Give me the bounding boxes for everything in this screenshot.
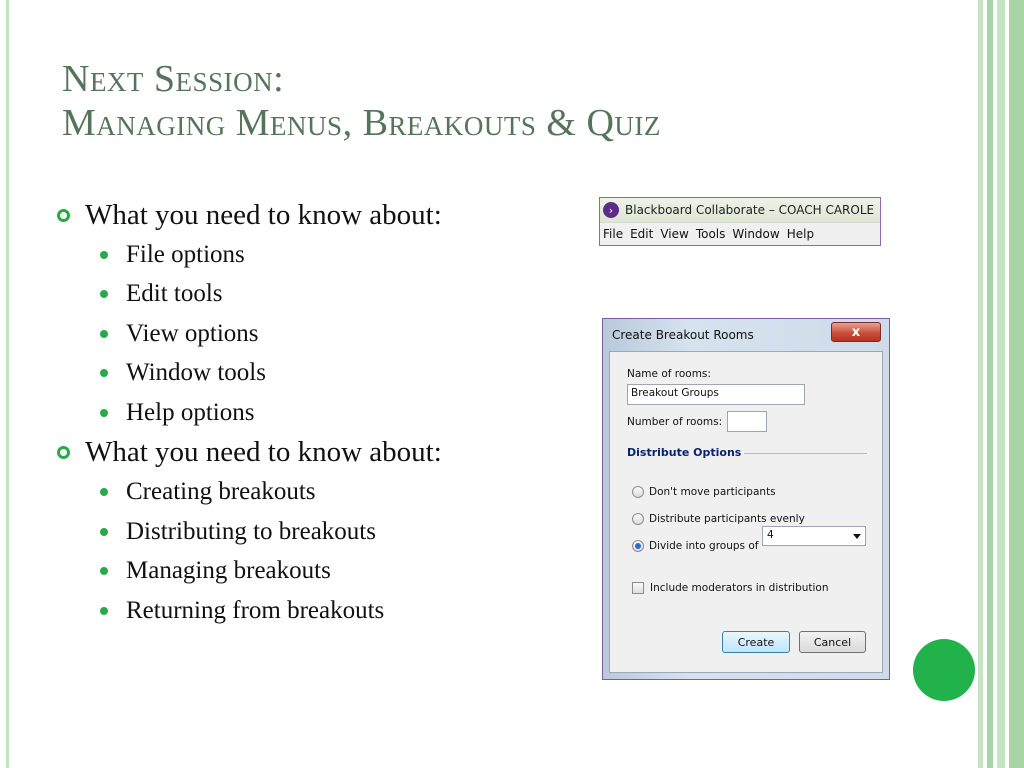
radio-button-icon[interactable]	[632, 486, 644, 498]
menu-tools[interactable]: Tools	[695, 227, 726, 241]
dot-bullet-icon	[100, 488, 108, 496]
radio-divide-groups[interactable]	[632, 540, 758, 552]
bullet-text: What you need to know about:	[85, 198, 442, 231]
title-line-2: Managing Menus, Breakouts & Quiz	[62, 102, 661, 144]
menu-window-titlebar	[600, 198, 880, 222]
dialog-body	[609, 351, 883, 673]
sub-bullet	[55, 591, 595, 631]
sub-bullet-text: Window tools	[126, 359, 266, 387]
menu-edit[interactable]: Edit	[630, 227, 654, 241]
title-line-1: Next Session:	[62, 58, 285, 100]
radio-distribute-evenly[interactable]	[632, 513, 805, 525]
sub-bullet-text: Help options	[126, 398, 255, 426]
sub-bullet	[55, 354, 595, 394]
chevron-down-icon[interactable]	[853, 534, 861, 539]
slide-title	[62, 57, 922, 145]
distribute-options-heading: Distribute Options	[627, 446, 742, 459]
dot-bullet-icon	[100, 528, 108, 536]
sub-bullet	[55, 235, 595, 275]
name-of-rooms-label: Name of rooms:	[627, 368, 711, 380]
bullet-level1	[55, 433, 595, 473]
menu-bar-screenshot	[599, 197, 881, 246]
sub-bullet-text: Managing breakouts	[126, 557, 331, 585]
dot-bullet-icon	[100, 290, 108, 298]
sub-bullet	[55, 275, 595, 315]
right-border-stripes	[978, 0, 1024, 768]
number-of-rooms-label: Number of rooms:	[627, 416, 723, 428]
menu-view[interactable]: View	[660, 227, 689, 241]
checkbox-icon[interactable]	[632, 582, 644, 594]
include-moderators-row[interactable]	[632, 582, 829, 594]
sub-bullet-text: Edit tools	[126, 280, 223, 308]
radio-label: Divide into groups of	[649, 540, 759, 552]
sub-bullet	[55, 393, 595, 433]
dot-bullet-icon	[100, 330, 108, 338]
sub-bullet-text: Creating breakouts	[126, 478, 316, 506]
left-border-stripe	[6, 0, 9, 768]
sub-bullet-text: Distributing to breakouts	[126, 517, 376, 545]
bullet-list	[55, 195, 595, 631]
dialog-title: Create Breakout Rooms	[612, 328, 754, 342]
sub-bullet-text: View options	[126, 319, 259, 347]
hollow-circle-bullet-icon	[57, 209, 70, 222]
number-of-rooms-input[interactable]	[727, 411, 767, 432]
room-name-input[interactable]: Breakout Groups	[627, 384, 805, 405]
sub-bullet-text: Returning from breakouts	[126, 596, 385, 624]
sub-bullet-text: File options	[126, 240, 245, 268]
menu-file[interactable]: File	[603, 227, 624, 241]
radio-button-selected-icon[interactable]	[632, 540, 644, 552]
radio-label: Distribute participants evenly	[649, 513, 805, 525]
section-divider	[744, 453, 867, 454]
sub-bullet	[55, 314, 595, 354]
window-title: Blackboard Collaborate – COACH CAROLE	[625, 203, 875, 217]
radio-button-icon[interactable]	[632, 513, 644, 525]
dot-bullet-icon	[100, 251, 108, 259]
close-button[interactable]: x	[831, 322, 881, 342]
create-button[interactable]: Create	[722, 631, 790, 653]
sub-bullet	[55, 512, 595, 552]
checkbox-label: Include moderators in distribution	[650, 582, 829, 594]
collaborate-logo-icon: ›	[603, 202, 619, 218]
dot-bullet-icon	[100, 409, 108, 417]
create-breakout-rooms-dialog	[602, 318, 890, 680]
dot-bullet-icon	[100, 607, 108, 615]
sub-bullet	[55, 552, 595, 592]
radio-dont-move[interactable]	[632, 486, 776, 498]
group-size-select[interactable]	[762, 526, 866, 546]
green-circle-decoration	[913, 639, 975, 701]
menu-bar	[600, 222, 880, 245]
cancel-button[interactable]: Cancel	[799, 631, 866, 653]
menu-help[interactable]: Help	[786, 227, 815, 241]
dot-bullet-icon	[100, 369, 108, 377]
dot-bullet-icon	[100, 567, 108, 575]
hollow-circle-bullet-icon	[57, 446, 70, 459]
bullet-text: What you need to know about:	[85, 436, 442, 468]
bullet-level1	[55, 195, 595, 235]
radio-label: Don't move participants	[649, 486, 776, 498]
group-size-value: 4	[767, 529, 774, 541]
menu-window[interactable]: Window	[732, 227, 780, 241]
sub-bullet	[55, 473, 595, 513]
